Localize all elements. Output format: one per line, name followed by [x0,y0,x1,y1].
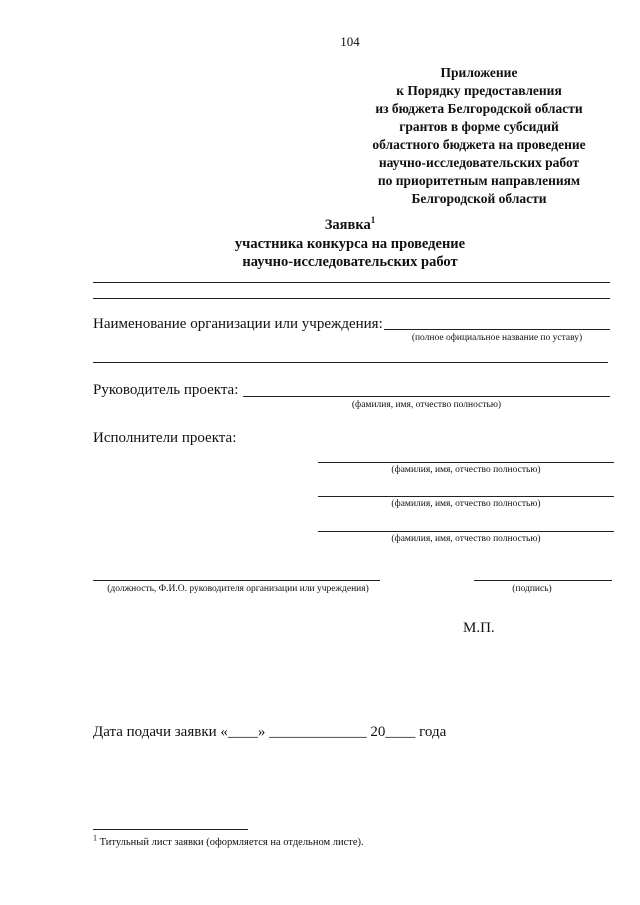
organization-input-line[interactable] [384,329,610,330]
position-input-line[interactable] [93,580,380,581]
appendix-line: научно-исследовательских работ [378,155,580,170]
page-number: 104 [340,34,360,49]
stamp-place: М.П. [463,620,495,636]
form-title-line3: научно-исследовательских работ [242,254,458,270]
footnote-text: Титульный лист заявки (оформляется на отдельном листе). [99,837,364,848]
form-title-line2: участника конкурса на проведение [234,235,466,252]
blank-line[interactable] [93,298,610,299]
executor-input-line[interactable] [318,496,614,497]
organization-input-line-2[interactable] [93,362,608,363]
position-caption: (должность, Ф.И.О. руководителя организации или учреждения) [107,584,369,594]
executor-caption: (фамилия, имя, отчество полностью) [391,499,541,509]
appendix-line: по приоритетным направлениям [377,173,581,188]
signature-caption: (подпись) [512,584,552,594]
manager-input-line[interactable] [243,396,610,397]
organization-caption: (полное официальное название по уставу) [411,333,583,343]
form-title-line1 [150,216,550,235]
appendix-line: Приложение [440,65,518,80]
executor-input-line[interactable] [318,531,614,532]
executor-input-line[interactable] [318,462,614,463]
appendix-line: из бюджета Белгородской области [375,101,583,116]
manager-label: Руководитель проекта: [93,382,239,398]
executor-caption: (фамилия, имя, отчество полностью) [391,465,541,475]
signature-input-line[interactable] [474,580,612,581]
executor-caption: (фамилия, имя, отчество полностью) [391,534,541,544]
appendix-line: к Порядку предоставления [396,83,562,98]
form-title-word: Заявка [324,217,371,233]
footnote-mark: 1 [93,833,97,843]
submission-date-line: Дата подачи заявки «____» _____________ 20____ года [93,724,447,740]
footnote-separator [93,829,248,830]
organization-label: Наименование организации или учреждения: [93,316,383,332]
appendix-line: Белгородской области [411,191,547,206]
appendix-header [360,64,598,208]
form-title [150,216,550,272]
appendix-line: областного бюджета на проведение [372,137,586,152]
blank-line[interactable] [93,282,610,283]
manager-caption: (фамилия, имя, отчество полностью) [351,400,502,410]
footnote [93,833,364,848]
executors-label: Исполнители проекта: [93,430,237,446]
footnote-mark: 1 [370,215,376,226]
appendix-line: грантов в форме субсидий [399,119,559,134]
